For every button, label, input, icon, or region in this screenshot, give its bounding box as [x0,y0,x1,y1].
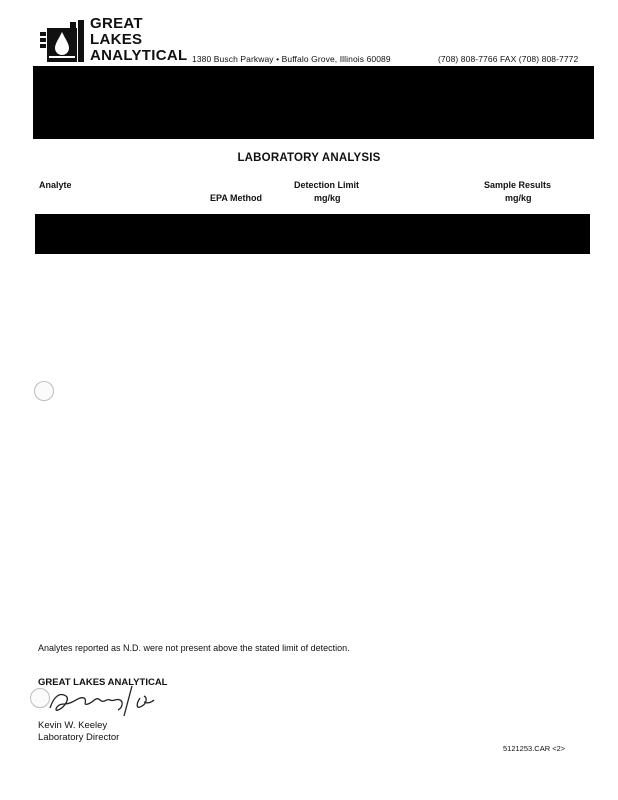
column-header-analyte: Analyte [39,180,72,190]
redacted-block-results [35,214,590,254]
footnote-nd: Analytes reported as N.D. were not present above the stated limit of detection. [38,643,350,653]
punch-hole [30,688,50,708]
column-header-epa-method: EPA Method [210,193,262,203]
signature-image [44,682,174,718]
document-reference: 5121253.CAR <2> [503,744,566,753]
company-address: 1380 Busch Parkway • Buffalo Grove, Illinois 60089 [192,54,391,64]
signature-company: GREAT LAKES ANALYTICAL [38,677,168,688]
column-unit-sample-results: mg/kg [505,193,532,203]
column-header-detection-limit: Detection Limit [294,180,360,190]
report-title: LABORATORY ANALYSIS [237,152,381,164]
signer-name: Kevin W. Keeley [38,720,108,731]
column-header-sample-results: Sample Results [484,180,552,190]
brand-line-2: LAKES [90,31,143,48]
company-phone-fax: (708) 808-7766 FAX (708) 808-7772 [438,54,579,64]
signer-title: Laboratory Director [38,732,120,743]
column-unit-detection-limit: mg/kg [314,193,341,203]
redacted-block-client-info [33,66,594,139]
brand-line-1: GREAT [90,15,143,32]
brand-name [90,16,187,64]
brand-line-3: ANALYTICAL [90,47,188,64]
punch-hole [34,381,54,401]
logo-icon [40,18,86,64]
